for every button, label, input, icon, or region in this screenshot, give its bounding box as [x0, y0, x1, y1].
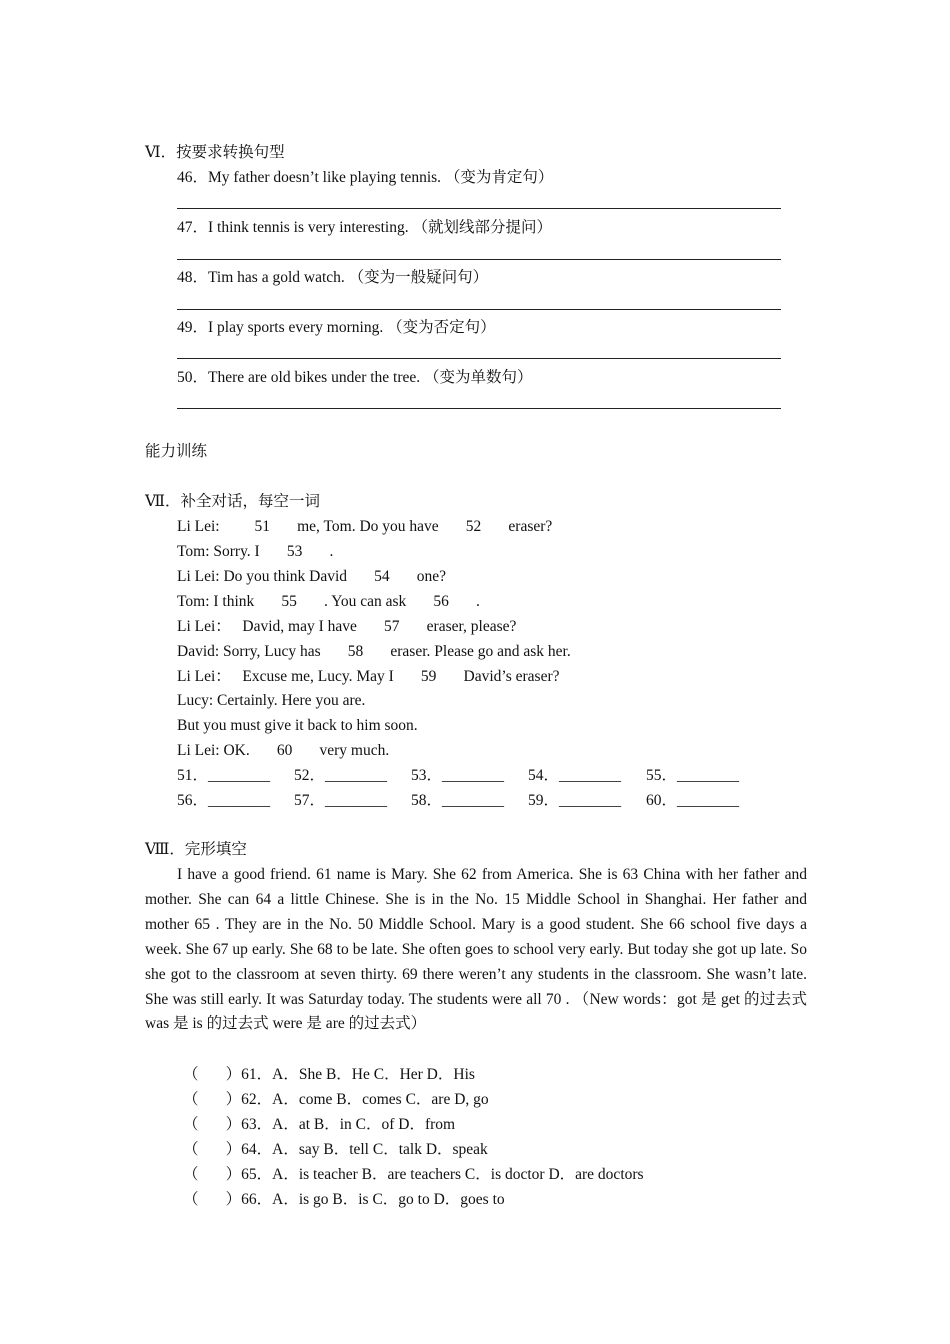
- answer-blank-53: 53．________: [411, 767, 505, 784]
- question-48: 48．Tim has a gold watch. （变为一般疑问句）: [177, 269, 489, 286]
- dialogue-line: Li Lei: Do you think David 54 one?: [177, 568, 447, 585]
- section-6-title: Ⅵ．按要求转换句型: [145, 144, 285, 161]
- answer-blank-58: 58．________: [411, 792, 505, 809]
- dialogue-line: Tom: Sorry. I 53 .: [177, 543, 334, 560]
- answer-line-46: [177, 208, 781, 209]
- answer-blank-57: 57．________: [294, 792, 388, 809]
- choice-63: （ ）63．A．at B．in C．of D．from: [183, 1116, 456, 1133]
- choice-62: （ ）62．A．come B．comes C．are D, go: [183, 1091, 489, 1108]
- answer-blank-51: 51．________: [177, 767, 271, 784]
- dialogue-line: Li Lei: 51 me, Tom. Do you have 52 eraser?: [177, 518, 553, 535]
- answer-blank-59: 59．________: [528, 792, 622, 809]
- dialogue-line: Li Lei: OK. 60 very much.: [177, 742, 390, 759]
- question-46: 46．My father doesn’t like playing tennis. （变为肯定句）: [177, 169, 554, 186]
- dialogue-line: David: Sorry, Lucy has 58 eraser. Please go and ask her.: [177, 643, 571, 660]
- answer-line-49: [177, 358, 781, 359]
- dialogue-line: Lucy: Certainly. Here you are.: [177, 692, 366, 709]
- dialogue-line: Tom: I think 55 . You can ask 56 .: [177, 593, 480, 610]
- ability-title: 能力训练: [145, 443, 208, 460]
- answer-blank-52: 52．________: [294, 767, 388, 784]
- cloze-passage: [145, 863, 807, 1037]
- answer-line-50: [177, 408, 781, 409]
- question-47: 47．I think tennis is very interesting. （就划线部分提问）: [177, 219, 552, 236]
- cloze-passage-text: I have a good friend. 61 name is Mary. She 62 from America. She is 63 China with her father and mother. She can 64 a little Chinese. She is in the No. 15 Middle School in Shanghai. Her father and mother 65 . They are in the No. 50 Middle School. Mary is a good student. She 66 school five days a week. She 67 up early. She 68 to be late. She often goes to school very early. But today she got up late. So she got to the classroom at seven thirty. 69 there weren’t any students in the classroom. She wasn’t late. She was still early. It was Saturday today. The students were all 70 . （New words：got 是 get 的过去式 was 是 is 的过去式 were 是 are 的过去式）: [145, 866, 807, 1033]
- answer-blank-55: 55．________: [646, 767, 740, 784]
- answer-line-47: [177, 259, 781, 260]
- answer-line-48: [177, 309, 781, 310]
- question-50: 50．There are old bikes under the tree. （变为单数句）: [177, 369, 533, 386]
- dialogue-line: Li Lei： David, may I have 57 eraser, please?: [177, 618, 517, 635]
- choice-65: （ ）65．A．is teacher B．are teachers C．is doctor D．are doctors: [183, 1166, 644, 1183]
- answer-blank-54: 54．________: [528, 767, 622, 784]
- section-7-title: Ⅶ．补全对话，每空一词: [145, 493, 321, 510]
- answer-blank-56: 56．________: [177, 792, 271, 809]
- choice-64: （ ）64．A．say B．tell C．talk D．speak: [183, 1141, 488, 1158]
- dialogue-line: But you must give it back to him soon.: [177, 717, 418, 734]
- answer-blank-60: 60．________: [646, 792, 740, 809]
- dialogue-line: Li Lei： Excuse me, Lucy. May I 59 David’s eraser?: [177, 668, 560, 685]
- question-49: 49．I play sports every morning. （变为否定句）: [177, 319, 496, 336]
- choice-61: （ ）61．A．She B．He C．Her D．His: [183, 1066, 475, 1083]
- section-8-title: Ⅷ．完形填空: [145, 841, 247, 858]
- choice-66: （ ）66．A．is go B．is C．go to D．goes to: [183, 1191, 505, 1208]
